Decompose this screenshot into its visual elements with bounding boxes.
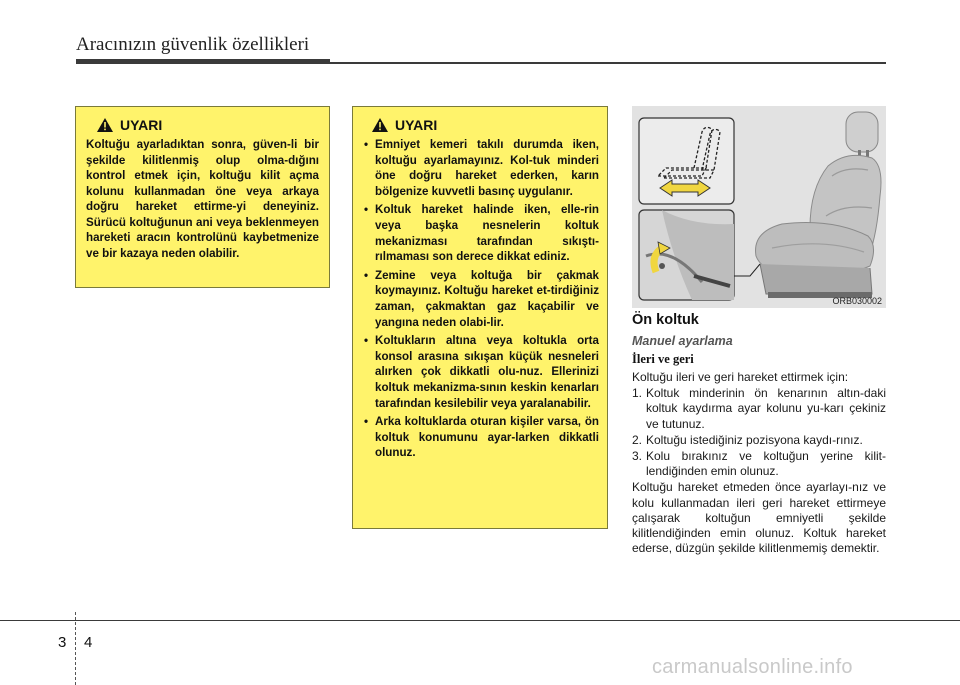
front-seat-drawing bbox=[734, 112, 881, 298]
section-subtitle: Manuel ayarlama bbox=[632, 334, 733, 348]
step-number: 3. bbox=[632, 449, 643, 464]
seat-adjustment-figure bbox=[632, 106, 886, 308]
step-item bbox=[632, 449, 886, 479]
watermark: carmanualsonline.info bbox=[652, 656, 853, 678]
section-subhead: İleri ve geri bbox=[632, 352, 694, 366]
step-text: Koltuğu istediğiniz pozisyona kaydı-rınız. bbox=[646, 432, 863, 447]
warning-list bbox=[361, 137, 599, 461]
warning-triangle-icon bbox=[371, 117, 389, 133]
warning-item: • Zemine veya koltuğa bir çakmak koymayınız. Koltuğu hareket et-tirdiğiniz zaman, çakmaktan gaz kaçabilir ve yangına neden olabi-lir. bbox=[361, 268, 599, 330]
footer-divider bbox=[75, 612, 76, 685]
closing-text: Koltuğu hareket etmeden önce ayarlayı-nız ve kolu kullanmadan ileri geri hareket ettirmeye çalışarak koltuğun emniyetli şekilde kilitlendiğinden emin olunuz. Koltuk hareket ederse, düzgün şekilde kilitlenmemiş demektir. bbox=[632, 480, 886, 556]
header-rule-thin bbox=[330, 62, 886, 64]
intro-text: Koltuğu ileri ve geri hareket ettirmek için: bbox=[632, 370, 849, 384]
warning-item: • Koltuk hareket halinde iken, elle-rin veya başka nesnelerin koltuk mekanizması tarafından sıkıştı-rılmaması son derece dikkat ediniz. bbox=[361, 202, 599, 264]
warning-item: • Arka koltuklarda oturan kişiler varsa, ön koltuk konumunu ayar-larken dikkatli olunuz. bbox=[361, 414, 599, 461]
step-number: 2. bbox=[632, 432, 643, 447]
step-text: Kolu bırakınız ve koltuğun yerine kilit-lendiğinden emin olunuz. bbox=[646, 449, 886, 479]
warning-triangle-icon bbox=[96, 117, 114, 133]
page-header-title: Aracınızın güvenlik özellikleri bbox=[76, 34, 310, 55]
warning-title: UYARI bbox=[395, 117, 438, 133]
header-rule-thick bbox=[76, 59, 330, 64]
step-item bbox=[632, 433, 886, 448]
warning-text: Koltuğu ayarladıktan sonra, güven-li bir şekilde kilitlenmiş olup olma-dığını kontrol etmek için, koltuğu kilit açma kolunu kullanmadan öne veya arkaya doğru hareket ettirme-yi deneyiniz. Sürücü koltuğunun ani veya beklenmeyen hareketi aracın kontrolünü kaybetmenize ve bir kazaya neden olabilir. bbox=[86, 138, 319, 260]
chapter-number: 3 bbox=[58, 634, 67, 651]
section-title: Ön koltuk bbox=[632, 312, 699, 328]
step-text: Koltuk minderinin ön kenarının altın-daki koltuk kaydırma ayar kolunu yu-karı çekiniz ve tutunuz. bbox=[646, 386, 886, 431]
lever-detail-inset bbox=[639, 210, 734, 300]
step-list bbox=[632, 386, 886, 479]
warning-box-middle bbox=[352, 106, 608, 529]
footer-rule bbox=[0, 620, 960, 621]
warning-title: UYARI bbox=[120, 117, 163, 133]
warning-box-left bbox=[75, 106, 330, 288]
figure-code-label: ORB030002 bbox=[832, 296, 882, 306]
step-item bbox=[632, 386, 886, 432]
seat-slide-inset bbox=[639, 118, 734, 204]
front-seat-section bbox=[632, 312, 886, 556]
seat-illustration bbox=[632, 106, 886, 308]
step-number: 1. bbox=[632, 386, 643, 401]
warning-item: • Emniyet kemeri takılı durumda iken, koltuğu ayarlamayınız. Kol-tuk minderi öne doğru hareket ederken, karın bölgenize kuvvetli basınç uygulanır. bbox=[361, 137, 599, 199]
warning-item: • Koltukların altına veya koltukla orta konsol arasına sıkışan küçük nesneleri alırken çok dikkatli olu-nuz. Ellerinizi koltuk mekanizma-sının keskin kenarları tarafından kesilebilir veya yaralanabilir. bbox=[361, 333, 599, 411]
page-number: 4 bbox=[84, 634, 93, 651]
